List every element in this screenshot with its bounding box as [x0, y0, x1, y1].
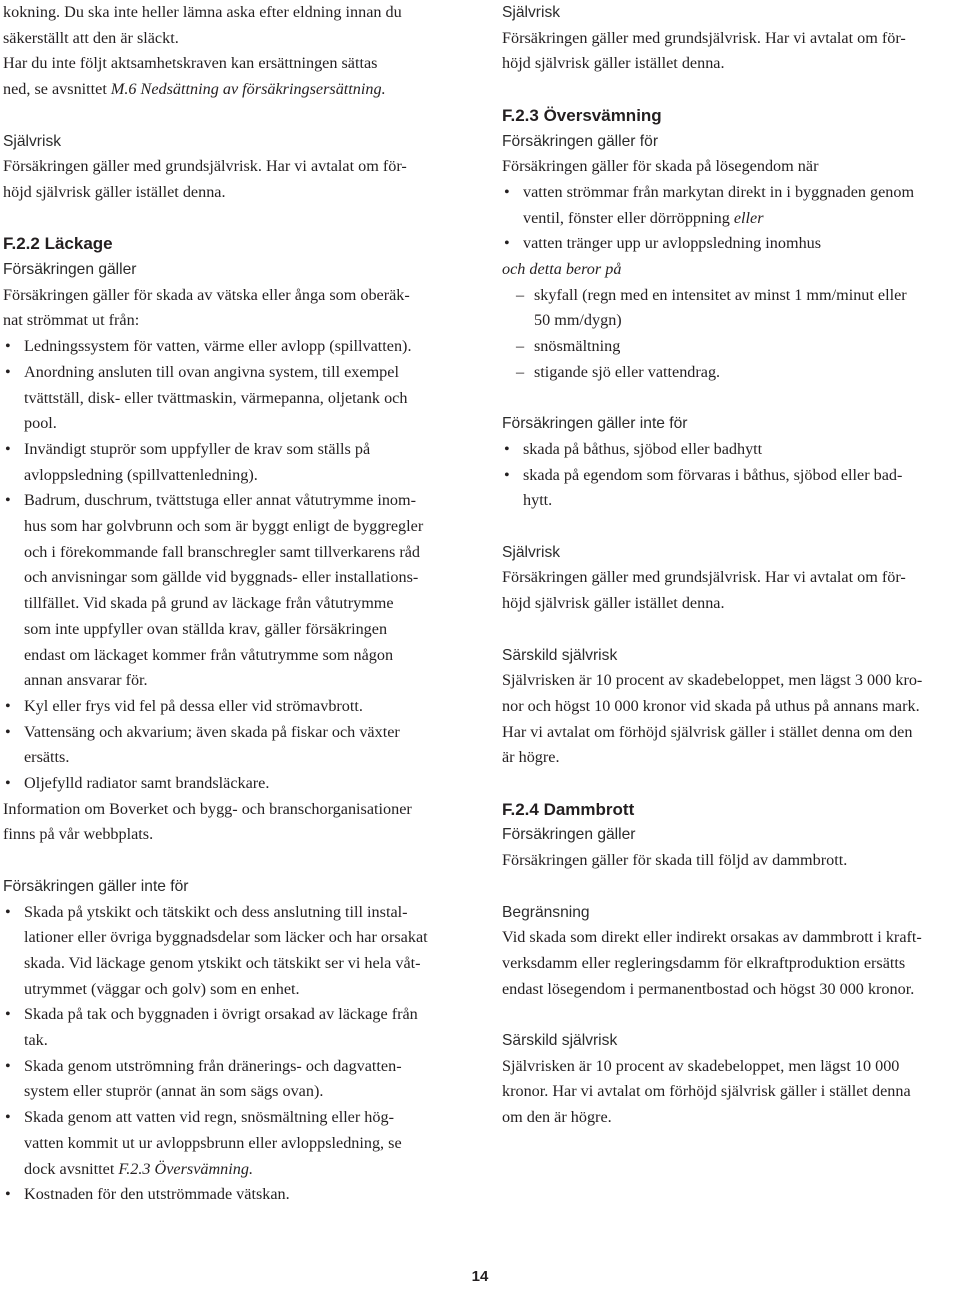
deductible-text: Försäkringen gäller med grundsjälvrisk. Har vi avtalat om för- höjd självrisk gäller istället denna. [3, 157, 407, 201]
coverage-text: Försäkringen gäller för skada på lösegendom när [502, 157, 819, 176]
section-title-f22: F.2.2 Läckage [3, 234, 113, 254]
list-item: • Invändigt stuprör som uppfyller de krav som ställs på avloppsledning (spillvattenledning). [3, 437, 479, 488]
special-deductible-heading: Särskild självrisk [502, 646, 618, 664]
cause-list [502, 283, 960, 386]
list-item: • Skada genom utströmning från dränerings- och dagvatten- system eller stuprör (annat än som sägs ovan). [3, 1054, 479, 1105]
limitation-heading: Begränsning [502, 903, 590, 921]
condition-text: och detta beror på [502, 260, 622, 279]
list-item: • skada på egendom som förvaras i båthus, sjöbod eller bad- hytt. [502, 463, 960, 514]
page-number: 14 [471, 1268, 489, 1285]
special-deductible-text: Självrisken är 10 procent av skadebeloppet, men lägst 3 000 kro- nor och högst 10 000 kronor vid skada på uthus på annans mark. Har vi avtalat om förhöjd självrisk gäller i stället denna om den är högre. [502, 671, 923, 767]
section-reference: M.6 Nedsättning av försäkringsersättning. [110, 80, 386, 99]
coverage-heading: Försäkringen gäller [502, 826, 636, 844]
list-item: • skada på båthus, sjöbod eller badhytt [502, 437, 960, 463]
reduction-paragraph-cont: ned, se avsnittet M.6 Nedsättning av försäkringsersättning. [3, 80, 386, 99]
coverage-heading: Försäkringen gäller [3, 261, 137, 278]
section-title-f24: F.2.4 Dammbrott [502, 799, 635, 819]
limitation-text: Vid skada som direkt eller indirekt orsakas av dammbrott i kraft- verksdamm eller regleringsdamm för elkraftproduktion ersätts endast lösegendom i permanentbostad och högst 30 000 kronor. [502, 928, 922, 998]
list-item: • Oljefylld radiator samt brandsläckare. [3, 771, 479, 797]
exclusions-list [3, 900, 479, 1208]
reduction-paragraph: Har du inte följt aktsamhetskraven kan ersättningen sättas [3, 54, 378, 73]
list-item: • Anordning ansluten till ovan angivna system, till exempel tvättställ, disk- eller tvättmaskin, värmepanna, oljetank och pool. [3, 360, 479, 437]
deductible-text: Försäkringen gäller med grundsjälvrisk. Har vi avtalat om för- höjd självrisk gäller istället denna. [502, 28, 906, 73]
special-deductible-text: Självrisken är 10 procent av skadebeloppet, men lägst 10 000 kronor. Har vi avtalat om förhöjd självrisk gäller i stället denna om den är högre. [502, 1056, 911, 1127]
list-item: – stigande sjö eller vattendrag. [502, 360, 960, 386]
special-deductible-heading: Särskild självrisk [502, 1032, 618, 1050]
list-item: • Skada på ytskikt och tätskikt och dess anslutning till instal- lationer eller övriga byggnadsdelar som läcker och har orsakat skada. Vid läckage genom ytskikt och tätskikt ser vi hela våt- utrymmet (väggar och golv) som en enhet. [3, 900, 479, 1003]
coverage-text: Försäkringen gäller för skada av vätska eller ånga som oberäk- nat strömmat ut från: [3, 285, 410, 330]
coverage-text: Försäkringen gäller för skada till följd av dammbrott. [502, 851, 848, 870]
left-column [3, 0, 479, 1208]
deductible-text: Försäkringen gäller med grundsjälvrisk. Har vi avtalat om för- höjd självrisk gäller istället denna. [502, 568, 906, 613]
list-item: • Badrum, duschrum, tvättstuga eller annat våtutrymme inom- hus som har golvbrunn och som är byggt enligt de byggregler och i förekommande fall branschregler samt tillverkarens råd och anvisningar som gällde vid byggnads- eller installations- tillfället. Vid skada på grund av läckage från våtutrymme som inte uppfyller ovan ställda krav, gäller försäkringen endast om läckaget kommer från våtutrymme som någon annan ansvarar för. [3, 488, 479, 694]
list-item: • Kostnaden för den utströmmade vätskan. [3, 1182, 479, 1208]
exclusions-heading: Försäkringen gäller inte för [3, 877, 189, 895]
exclusions-heading: Försäkringen gäller inte för [502, 415, 688, 433]
section-reference: F.2.3 Översvämning. [118, 1159, 253, 1178]
section-title-f23: F.2.3 Översvämning [502, 105, 662, 125]
deductible-heading: Självrisk [502, 543, 561, 561]
right-column [502, 0, 960, 1131]
coverage-list [502, 180, 960, 257]
list-item: • vatten strömmar från markytan direkt in i byggnaden genom ventil, fönster eller dörröppning eller [502, 180, 960, 231]
coverage-list [3, 334, 479, 797]
info-text: Information om Boverket och bygg- och branschorganisationer finns på vår webbplats. [3, 799, 412, 844]
list-item: • Kyl eller frys vid fel på dessa eller vid strömavbrott. [3, 694, 479, 720]
intro-paragraph: kokning. Du ska inte heller lämna aska efter eldning innan du säkerställt att den är släckt. [3, 3, 402, 47]
list-item: • Skada på tak och byggnaden i övrigt orsakad av läckage från tak. [3, 1002, 479, 1053]
list-item: • vatten tränger upp ur avloppsledning inomhus [502, 231, 960, 257]
deductible-heading: Självrisk [3, 132, 62, 150]
coverage-heading: Försäkringen gäller för [502, 132, 659, 150]
list-item: • Skada genom att vatten vid regn, snösmältning eller hög- vatten kommit ut ur avloppsbrunn eller avloppsledning, se dock avsnittet F.2.3 Översvämning. [3, 1105, 479, 1182]
exclusions-list [502, 437, 960, 514]
list-item: • Vattensäng och akvarium; även skada på fiskar och växter ersätts. [3, 720, 479, 771]
list-item: – skyfall (regn med en intensitet av minst 1 mm/minut eller 50 mm/dygn) [502, 283, 960, 334]
list-item: • Ledningssystem för vatten, värme eller avlopp (spillvatten). [3, 334, 479, 360]
list-item: – snösmältning [502, 334, 960, 360]
deductible-heading: Självrisk [502, 4, 561, 21]
